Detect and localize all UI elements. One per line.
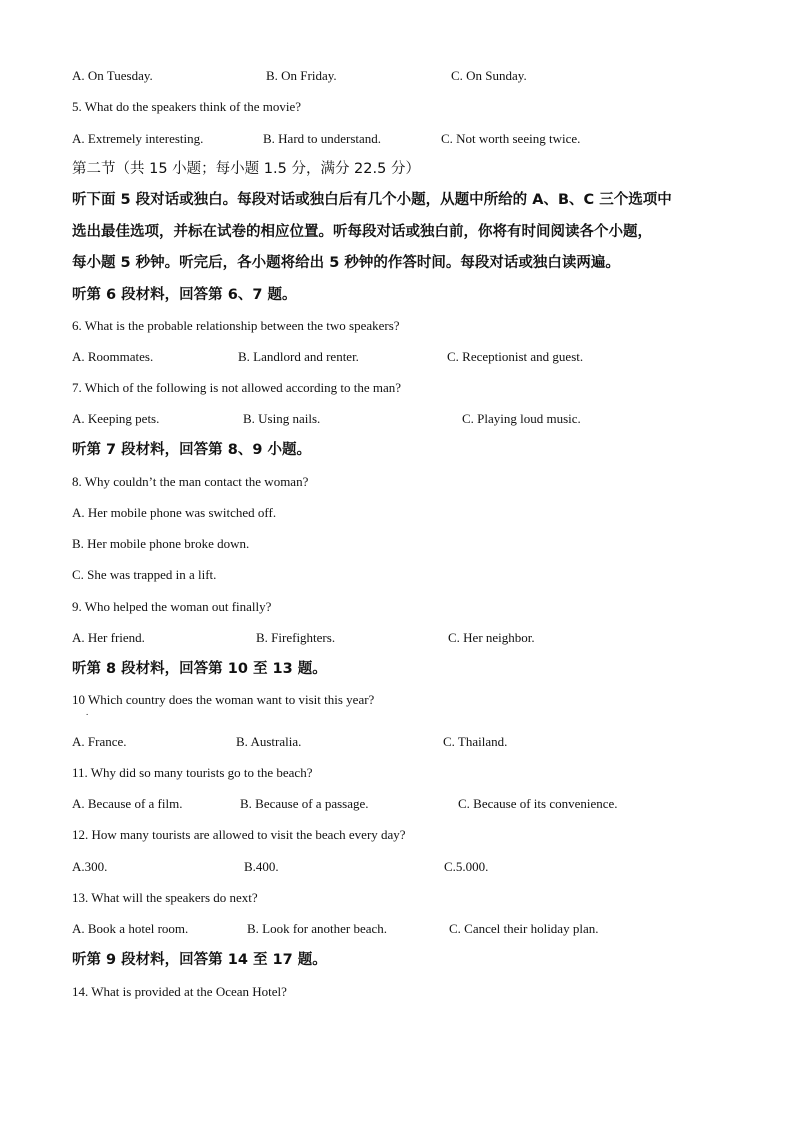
q4-option-a: A. On Tuesday. — [72, 68, 153, 83]
q9-option-c: C. Her neighbor. — [448, 630, 535, 645]
q11-option-a: A. Because of a film. — [72, 796, 183, 811]
q13-option-b: B. Look for another beach. — [247, 921, 388, 936]
group7-heading: 听第 7 段材料，回答第 8、9 小题。 — [72, 442, 311, 458]
group8-heading: 听第 8 段材料，回答第 10 至 13 题。 — [72, 661, 327, 677]
q7-option-c: C. Playing loud music. — [462, 411, 581, 426]
q4-option-c: C. On Sunday. — [451, 68, 527, 83]
q8-option-b: B. Her mobile phone broke down. — [72, 536, 250, 551]
q10-option-a: A. France. — [72, 734, 127, 749]
q10-option-c: C. Thailand. — [443, 734, 508, 749]
q11-stem: 11. Why did so many tourists go to the beach? — [72, 765, 313, 780]
group9-heading: 听第 9 段材料，回答第 14 至 17 题。 — [72, 952, 327, 968]
q6-stem: 6. What is the probable relationship between the two speakers? — [72, 318, 400, 333]
q12-option-c: C.5.000. — [444, 859, 489, 874]
section2-instruction-line1: 听下面 5 段对话或独白。每段对话或独白后有几个小题，从题中所给的 A、B、C 三个选项中 — [72, 192, 672, 208]
q12-option-a: A.300. — [72, 859, 108, 874]
q9-option-b: B. Firefighters. — [256, 630, 336, 645]
q7-option-b: B. Using nails. — [243, 411, 321, 426]
q6-option-c: C. Receptionist and guest. — [447, 349, 584, 364]
q8-option-a: A. Her mobile phone was switched off. — [72, 505, 277, 520]
section2-title: 第二节（共 15 小题；每小题 1.5 分，满分 22.5 分） — [72, 161, 420, 177]
q13-option-a: A. Book a hotel room. — [72, 921, 189, 936]
q10-option-b: B. Australia. — [236, 734, 302, 749]
section2-instruction-line2: 选出最佳选项，并标在试卷的相应位置。听每段对话或独白前，你将有时间阅读各个小题， — [72, 224, 652, 240]
q6-option-b: B. Landlord and renter. — [238, 349, 359, 364]
q5-option-b: B. Hard to understand. — [263, 131, 382, 146]
q4-option-b: B. On Friday. — [266, 68, 337, 83]
q12-stem: 12. How many tourists are allowed to visit the beach every day? — [72, 827, 406, 842]
q11-option-c: C. Because of its convenience. — [458, 796, 618, 811]
q8-stem: 8. Why couldn’t the man contact the woman? — [72, 474, 309, 489]
q5-option-a: A. Extremely interesting. — [72, 131, 204, 146]
section2-instruction-line3: 每小题 5 秒钟。听完后，各小题将给出 5 秒钟的作答时间。每段对话或独白读两遍。 — [72, 255, 620, 271]
q9-option-a: A. Her friend. — [72, 630, 145, 645]
q9-stem: 9. Who helped the woman out finally? — [72, 599, 272, 614]
q14-stem: 14. What is provided at the Ocean Hotel? — [72, 984, 287, 999]
q13-stem: 13. What will the speakers do next? — [72, 890, 258, 905]
q7-option-a: A. Keeping pets. — [72, 411, 160, 426]
q5-option-c: C. Not worth seeing twice. — [441, 131, 581, 146]
q10-stem-dot: . — [86, 707, 89, 717]
q10-stem: 10 Which country does the woman want to visit this year? — [72, 692, 375, 707]
q8-option-c: C. She was trapped in a lift. — [72, 567, 217, 582]
group6-heading: 听第 6 段材料，回答第 6、7 题。 — [72, 287, 297, 303]
q12-option-b: B.400. — [244, 859, 279, 874]
q5-stem: 5. What do the speakers think of the movie? — [72, 99, 302, 114]
q7-stem: 7. Which of the following is not allowed according to the man? — [72, 380, 402, 395]
q13-option-c: C. Cancel their holiday plan. — [449, 921, 599, 936]
q11-option-b: B. Because of a passage. — [240, 796, 369, 811]
q6-option-a: A. Roommates. — [72, 349, 154, 364]
